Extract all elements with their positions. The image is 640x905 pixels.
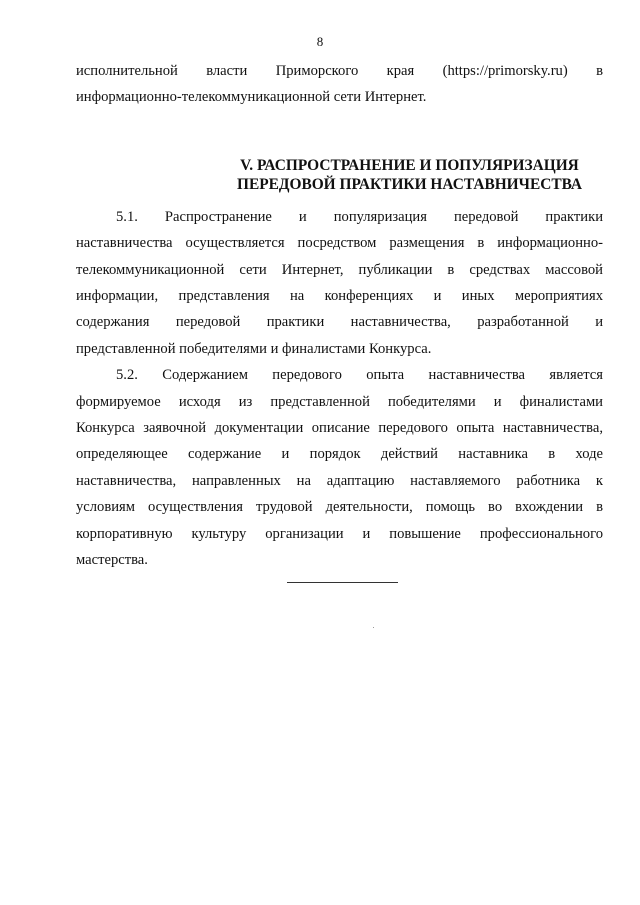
scan-speck	[373, 627, 374, 628]
paragraph-line: 5.2. Содержанием передового опыта наставничества является	[116, 367, 603, 384]
section-heading-line-2: ПЕРЕДОВОЙ ПРАКТИКИ НАСТАВНИЧЕСТВА	[236, 175, 583, 193]
intro-line-1: исполнительной власти Приморского края (https://primorsky.ru) в	[76, 63, 603, 79]
page-number: 8	[316, 34, 324, 49]
paragraph-line: корпоративную культуру организации и повышение профессионального	[76, 525, 603, 542]
paragraph-line: условиям осуществления трудовой деятельности, помощь во вхождении в	[76, 499, 603, 516]
paragraph-line: наставничества осуществляется посредством размещения в информационно-	[76, 235, 603, 252]
end-divider	[287, 582, 398, 583]
section-heading-line-1: V. РАСПРОСТРАНЕНИЕ И ПОПУЛЯРИЗАЦИЯ	[240, 156, 579, 174]
paragraph-line: 5.1. Распространение и популяризация передовой практики	[116, 208, 603, 225]
paragraph-line: телекоммуникационной сети Интернет, публикации в средствах массовой	[76, 261, 603, 278]
paragraph-line: мастерства.	[76, 552, 148, 569]
paragraph-line: наставничества, направленных на адаптацию наставляемого работника к	[76, 472, 603, 489]
paragraph-line: информации, представления на конференциях и иных мероприятиях	[76, 288, 603, 305]
paragraph-5-2	[76, 362, 603, 573]
paragraph-line: содержания передовой практики наставничества, разработанной и	[76, 314, 603, 331]
paragraph-line: определяющее содержание и порядок действий наставника в ходе	[76, 446, 603, 463]
intro-line-2: информационно-телекоммуникационной сети Интернет.	[76, 89, 427, 106]
paragraph-line: Конкурса заявочной документации описание передового опыта наставничества,	[76, 420, 603, 437]
paragraph-line: представленной победителями и финалистами Конкурса.	[76, 340, 432, 357]
document-body	[76, 58, 603, 574]
section-heading	[76, 156, 603, 194]
paragraph-5-1	[76, 204, 603, 362]
paragraph-line: формируемое исходя из представленной победителями и финалистами	[76, 393, 603, 410]
